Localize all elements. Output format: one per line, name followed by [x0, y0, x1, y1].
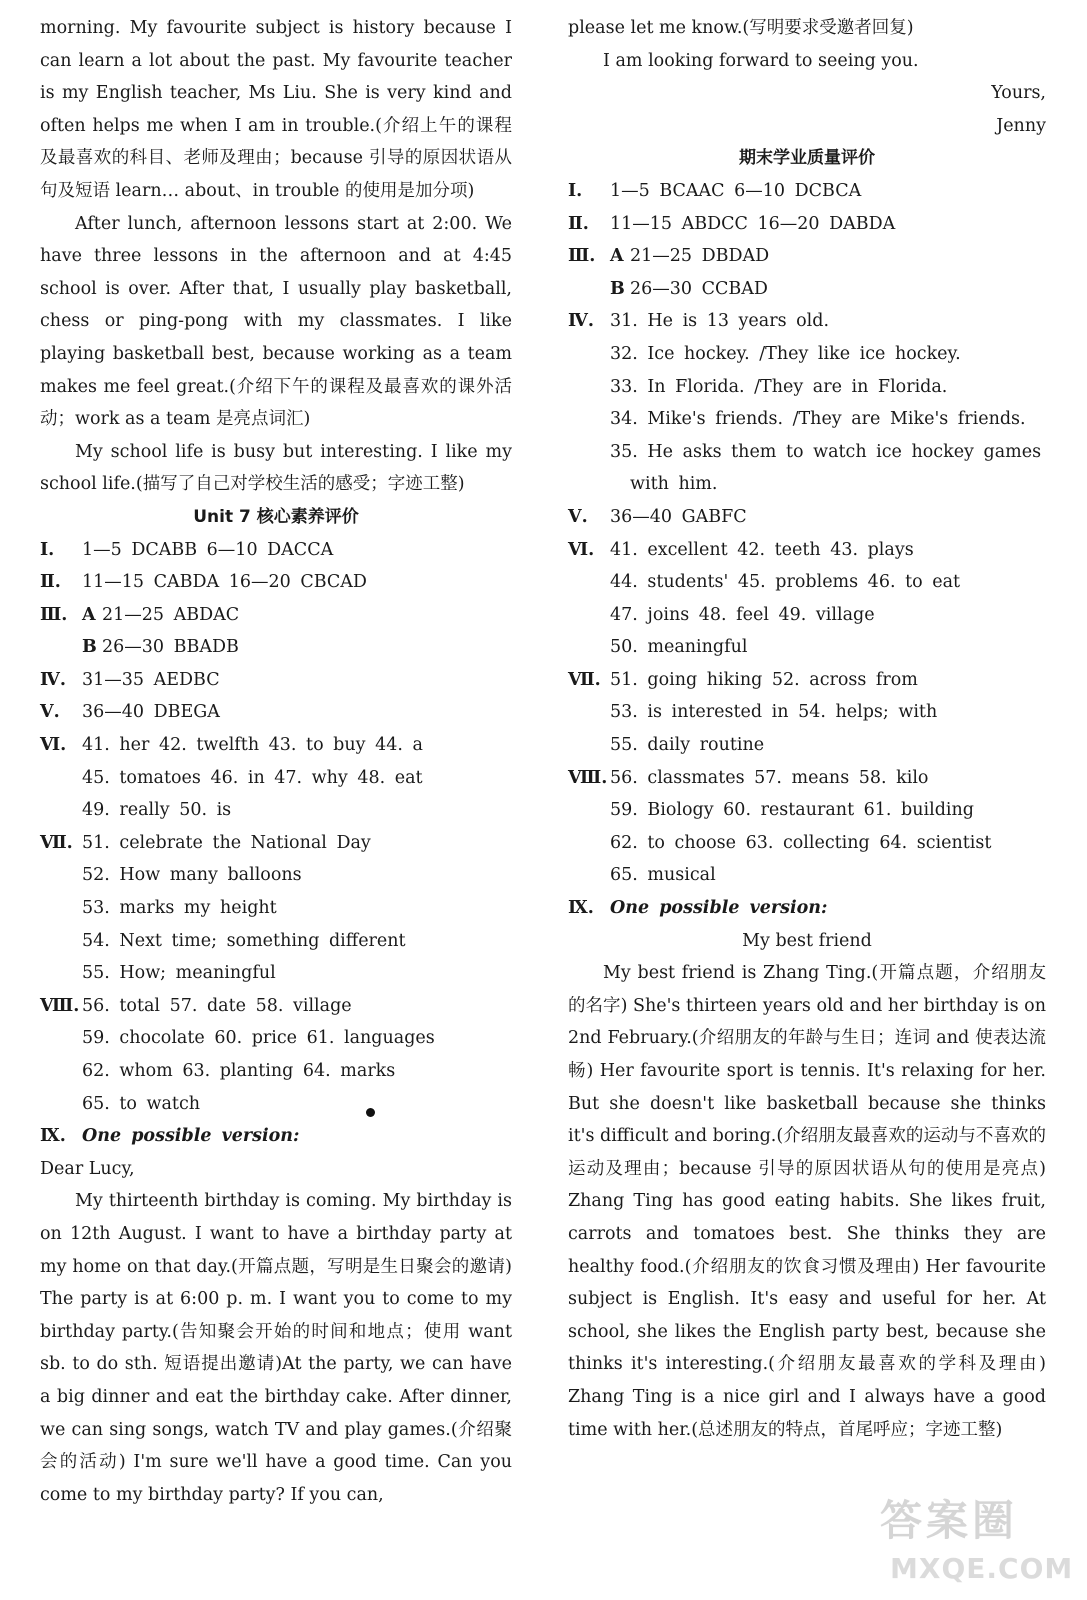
right-column [568, 12, 1046, 1446]
answer-row: Ⅶ. 51. going hiking 52. across from [568, 669, 918, 690]
letter-body: My thirteenth birthday is coming. My birthday is on 12th August. I want to have a birthday party at my home on that day.(开篇点题，写明是生日聚会的邀请) The party is at 6:00 p. m. I want you to come to my birthday party.(告知聚会开始的时间和地点；使用 want sb. to do sth. 短语提出邀请)At the party, we can have a big dinner and eat the birthday cake. After dinner, we can sing songs, watch TV and play games.(介绍聚会的活动) I'm sure we'll have a good time. Can you come to my birthday party? If you can, [40, 1191, 512, 1505]
letter-signoff: Yours, [991, 83, 1046, 104]
essay-paragraph: morning. My favourite subject is history because I can learn a lot about the past. My favourite teacher is my English teacher, Ms Liu. She is very kind and often helps me when I am in trouble.(介绍上午的课程及最喜欢的科目、老师及理由；because 引导的原因状语从句及短语 learn… about、in trouble 的使用是加分项) [40, 18, 512, 201]
answer-row: Ⅸ. One possible version: [40, 1126, 300, 1147]
answer-line: 32. Ice hockey. /They like ice hockey. [610, 343, 961, 364]
answer-line: 53. marks my height [82, 898, 277, 919]
answer-line: 54. Next time; something different [82, 930, 406, 951]
answer-line: 35. He asks them to watch ice hockey games [610, 441, 1042, 462]
section-title: 期末学业质量评价 [739, 148, 875, 169]
answer-line: 62. whom 63. planting 64. marks [82, 1061, 396, 1081]
answer-row: Ⅳ. 31—35 AEDBC [40, 669, 220, 690]
answer-row: Ⅳ. 31. He is 13 years old. [568, 311, 830, 332]
answer-row: Ⅰ. 1—5 DCABB 6—10 DACCA [40, 539, 334, 560]
answer-row: Ⅴ. 36—40 DBEGA [40, 702, 220, 723]
answer-row: Ⅵ. 41. excellent 42. teeth 43. plays [568, 539, 914, 560]
letter-greeting: Dear Lucy, [40, 1158, 135, 1179]
answer-row: Ⅵ. 41. her 42. twelfth 43. to buy 44. a [40, 735, 423, 756]
watermark-logo: 答案圈 MXQE.COM [880, 1496, 1074, 1585]
answer-row: Ⅱ. 11—15 ABDCC 16—20 DABDA [568, 213, 896, 234]
answer-row: Ⅷ. 56. classmates 57. means 58. kilo [568, 767, 929, 788]
answer-line: 53. is interested in 54. helps; with [610, 702, 938, 723]
answer-row: B 26—30 CCBAD [610, 278, 768, 299]
ink-dot [366, 1108, 375, 1117]
essay-body: My best friend is Zhang Ting.(开篇点题，介绍朋友的名字) She's thirteen years old and her birthday is on 2nd February.(介绍朋友的年龄与生日；连词 and 使表达流畅) Her favourite sport is tennis. It's relaxing for her. But she doesn't like basketball because she thinks it's difficult and boring.(介绍朋友最喜欢的运动与不喜欢的运动及理由；because 引导的原因状语从句的使用是亮点) Zhang Ting has good eating habits. She likes fruit, carrots and tomatoes best. She thinks they are healthy food.(介绍朋友的饮食习惯及理由) Her favourite subject is English. It's easy and useful for her. At school, she likes the English party best, because she thinks it's interesting.(介绍朋友最喜欢的学科及理由) Zhang Ting is a nice girl and I always have a good time with her.(总述朋友的特点，首尾呼应；字迹工整) [568, 963, 1046, 1440]
answer-line: 55. daily routine [610, 735, 765, 756]
letter-signer: Jenny [996, 115, 1046, 136]
answer-row: Ⅸ. One possible version: [568, 898, 828, 919]
answer-line: 65. to watch [82, 1093, 201, 1114]
answer-line: 59. Biology 60. restaurant 61. building [610, 800, 975, 821]
answer-row: Ⅶ. 51. celebrate the National Day [40, 832, 371, 853]
answer-line: with him. [630, 474, 718, 495]
essay-paragraph: After lunch, afternoon lessons start at 2:00. We have three lessons in the afternoon and at 4:45 school is over. After that, I usually play basketball, chess or ping-pong with my classmates. I like playing basketball best, because working as a team makes me feel great.(介绍下午的课程及最喜欢的课外活动；work as a team 是亮点词汇) [40, 213, 512, 430]
answer-line: 52. How many balloons [82, 865, 302, 886]
answer-line: 59. chocolate 60. price 61. languages [82, 1028, 435, 1049]
unit-title: Unit 7 核心素养评价 [193, 506, 359, 527]
essay-paragraph: My school life is busy but interesting. I like my school life.(描写了自己对学校生活的感受；字迹工整) [40, 441, 512, 495]
answer-line: 47. joins 48. feel 49. village [610, 604, 875, 625]
answer-line: 34. Mike's friends. /They are Mike's friends. [610, 409, 1026, 430]
answer-row: Ⅷ. 56. total 57. date 58. village [40, 995, 352, 1016]
answer-row: Ⅲ. A 21—25 ABDAC [40, 604, 240, 625]
answer-row: Ⅰ. 1—5 BCAAC 6—10 DCBCA [568, 180, 862, 201]
essay-title: My best friend [742, 930, 872, 951]
letter-continuation: please let me know.(写明要求受邀者回复) [568, 18, 914, 38]
answer-row: Ⅱ. 11—15 CABDA 16—20 CBCAD [40, 572, 367, 593]
answer-line: 65. musical [610, 865, 716, 886]
answer-line: 49. really 50. is [82, 800, 232, 821]
answer-line: 44. students' 45. problems 46. to eat [610, 572, 961, 593]
letter-closing: I am looking forward to seeing you. [603, 50, 919, 71]
answer-line: 50. meaningful [610, 637, 748, 658]
answer-line: 33. In Florida. /They are in Florida. [610, 376, 948, 397]
answer-line: 62. to choose 63. collecting 64. scientist [610, 832, 992, 853]
answer-row: B 26—30 BBADB [82, 637, 239, 658]
left-column [40, 12, 512, 1511]
answer-row: Ⅲ. A 21—25 DBDAD [568, 246, 770, 267]
answer-line: 55. How; meaningful [82, 963, 276, 984]
answer-row: Ⅴ. 36—40 GABFC [568, 506, 747, 527]
answer-line: 45. tomatoes 46. in 47. why 48. eat [82, 767, 423, 788]
